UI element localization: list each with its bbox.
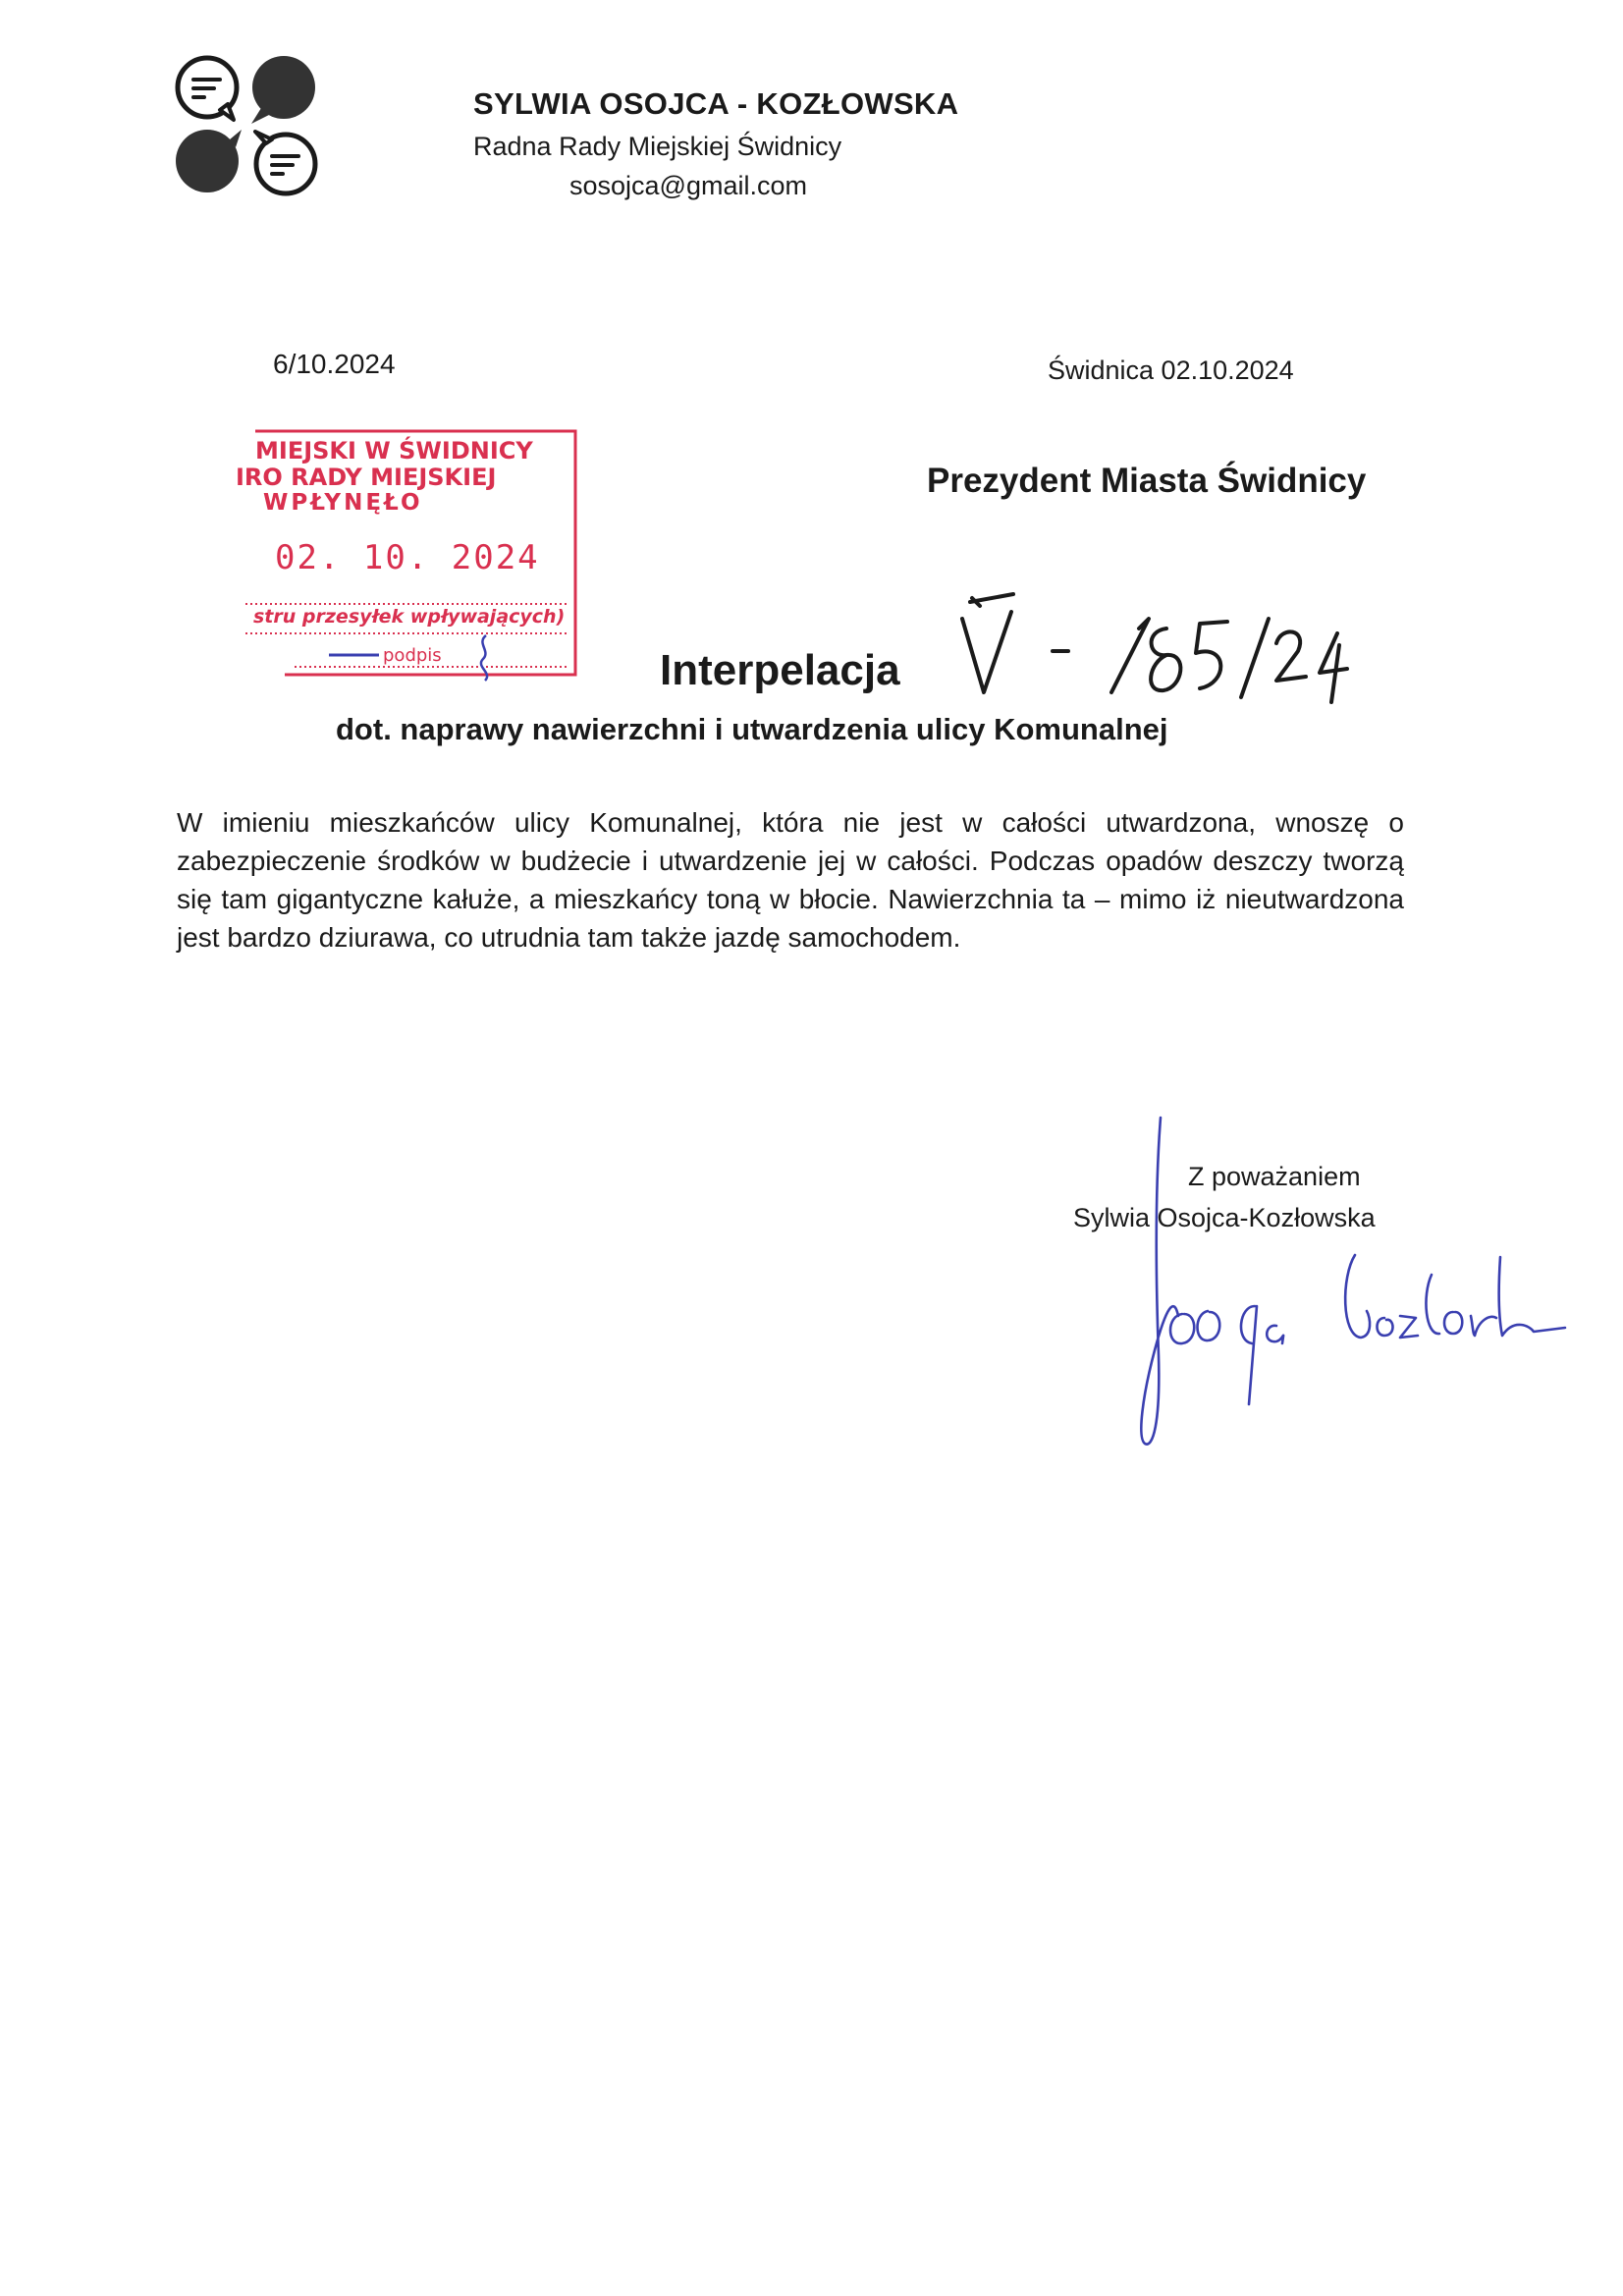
stamp-signature-label: podpis <box>383 645 442 666</box>
stamp-line-1: MIEJSKI W ŚWIDNICY <box>255 437 533 465</box>
stamp-line-5: stru przesyłek wpływających) <box>253 606 566 628</box>
stamp-date: 02. 10. 2024 <box>275 538 540 577</box>
document-subject: dot. naprawy nawierzchni i utwardzenia ulicy Komunalnej <box>336 712 1168 746</box>
handwritten-registration-number <box>943 565 1404 737</box>
handwritten-signature <box>1109 1110 1571 1453</box>
speech-bubbles-logo-icon <box>173 53 330 200</box>
stamp-line-2: IRO RADY MIEJSKIEJ <box>236 464 497 491</box>
addressee: Prezydent Miasta Świdnicy <box>927 462 1367 500</box>
author-role: Radna Rady Miejskiej Świdnicy <box>473 132 842 161</box>
author-email: sosojca@gmail.com <box>569 171 807 200</box>
closing-phrase: Z poważaniem <box>1188 1162 1361 1191</box>
body-paragraph: W imieniu mieszkańców ulicy Komunalnej, która nie jest w całości utwardzona, wnoszę o zabezpieczenie środków w budżecie i utwardzenie jej w całości. Podczas opadów deszczy tworzą się tam gigantyczne kałuże, a mieszkańcy toną w błocie. Nawierzchnia ta – mimo iż nieutwardzona jest bardzo dziurawa, co utrudnia tam także jazdę samochodem. <box>177 807 1404 953</box>
place-and-date: Świdnica 02.10.2024 <box>1048 355 1294 385</box>
stamp-line-3: WPŁYNĘŁO <box>263 490 423 516</box>
incoming-stamp <box>147 427 579 683</box>
signer-name: Sylwia Osojca-Kozłowska <box>1073 1203 1376 1232</box>
document-title: Interpelacja <box>660 646 900 694</box>
author-name: SYLWIA OSOJCA - KOZŁOWSKA <box>473 86 959 121</box>
registration-date: 6/10.2024 <box>273 349 396 379</box>
